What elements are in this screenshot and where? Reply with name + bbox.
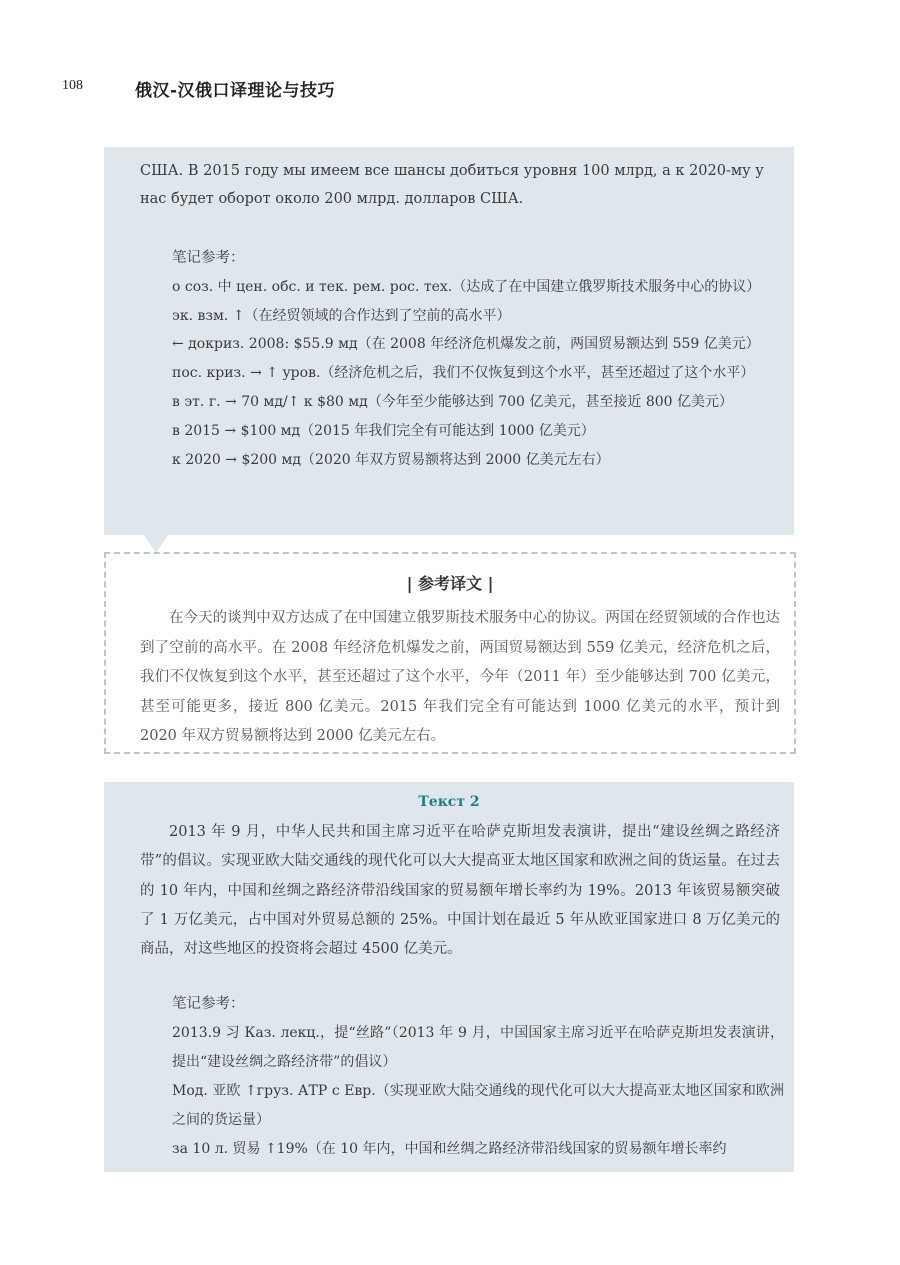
text2-box (104, 782, 794, 1172)
reference-translation-title: | 参考译文 | (406, 574, 494, 593)
text2-title: Текст 2 (418, 794, 480, 810)
book-title: 俄汉-汉俄口译理论与技巧 (135, 81, 336, 101)
notes-section (172, 990, 784, 1164)
notes-label: 笔记参考： (172, 250, 245, 266)
callout-pointer (144, 535, 168, 553)
note-line: эк. взм. ↑（在经贸领域的合作达到了空前的高水平） (172, 307, 511, 324)
note-line: за 10 л. 贸易 ↑19%（在 10 年内，中国和丝绸之路经济带沿线国家的贸易额年增长率约 (172, 1141, 727, 1157)
note-line: ← докриз. 2008: $55.9 мд（在 2008 年经济危机爆发之前，两国贸易额达到 559 亿美元） (172, 336, 760, 353)
russian-paragraph: США. В 2015 году мы имеем все шансы добиться уровня 100 млрд, а к 2020-му у нас будет оборот около 200 млрд. долларов США. (140, 163, 764, 207)
notes-label: 笔记参考： (172, 996, 245, 1012)
note-line: Мод. 亚欧 ↑груз. АТР с Евр.（实现亚欧大陆交通线的现代化可以大大提高亚太地区国家和欧洲之间的货运量） (172, 1083, 784, 1128)
page-header (62, 76, 838, 100)
note-line: о соз. 中 цен. обс. и тек. рем. рос. тех.（达成了在中国建立俄罗斯技术服务中心的协议） (172, 278, 761, 295)
page-number: 108 (62, 78, 83, 93)
text2-body: 2013 年 9 月，中华人民共和国主席习近平在哈萨克斯坦发表演讲，提出“建设丝绸之路经济带”的倡议。实现亚欧大陆交通线的现代化可以大大提高亚太地区国家和欧洲之间的货运量。在过去的 10 年内，中国和丝绸之路经济带沿线国家的贸易额年增长率约为 19%。2013 年该贸易额突破了 1 万亿美元，占中国对外贸易总额的 25%。中国计划在最近 5 年从欧亚国家进口 8 万亿美元的商品，对这些地区的投资将会超过 4500 亿美元。 (140, 824, 780, 958)
reference-translation-body: 在今天的谈判中双方达成了在中国建立俄罗斯技术服务中心的协议。两国在经贸领域的合作也达到了空前的高水平。在 2008 年经济危机爆发之前，两国贸易额达到 559 亿美元，经济危机之后，我们不仅恢复到这个水平，甚至还超过了这个水平，今年（2011 年）至少能够达到 700 亿美元，甚至可能更多，接近 800 亿美元。2015 年我们完全有可能达到 1000 亿美元的水平，预计到 2020 年双方贸易额将达到 2000 亿美元左右。 (140, 610, 780, 744)
note-line: в эт. г. → 70 мд/↑ к $80 мд（今年至少能够达到 700 亿美元，甚至接近 800 亿美元） (172, 393, 734, 410)
notes-section (172, 244, 782, 474)
note-line: 2013.9 习 Каз. лекц.，提“丝路”（2013 年 9 月，中国国家主席习近平在哈萨克斯坦发表演讲，提出“建设丝绸之路经济带”的倡议） (172, 1025, 784, 1070)
notes-box-text1 (104, 147, 794, 535)
note-line: пос. криз. → ↑ уров.（经济危机之后，我们不仅恢复到这个水平，甚至还超过了这个水平） (172, 365, 755, 382)
reference-translation-box (104, 552, 796, 754)
note-line: в 2015 → $100 мд（2015 年我们完全有可能达到 1000 亿美元） (172, 422, 595, 439)
note-line: к 2020 → $200 мд（2020 年双方贸易额将达到 2000 亿美元左右） (172, 451, 610, 468)
